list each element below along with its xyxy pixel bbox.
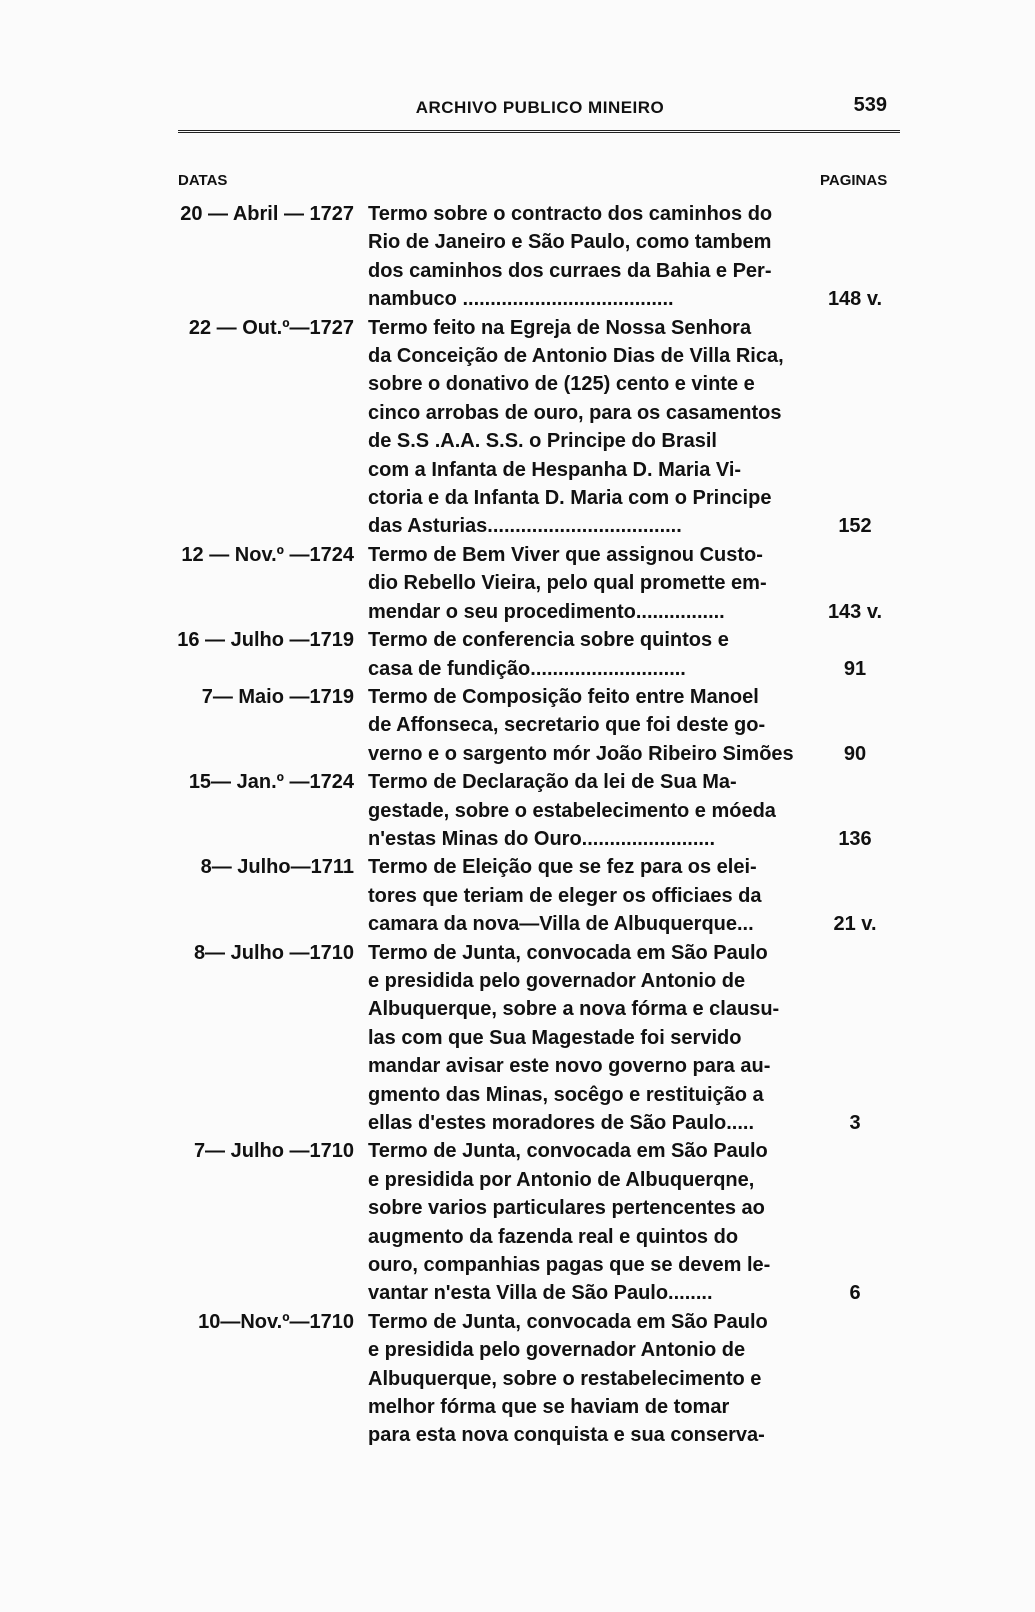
entry-date: 15— Jan.º —1724 <box>188 771 354 794</box>
description-line: Termo de Composição feito entre Manoel <box>368 685 759 708</box>
entry-date: 10—Nov.º—1710 <box>198 1310 354 1333</box>
entry-date: 16 — Julho —1719 <box>177 629 354 652</box>
description-line: sobre o donativo de (125) cento e vinte e <box>368 373 755 396</box>
entry-description <box>368 626 800 683</box>
description-line: Albuquerque, sobre o restabelecimento e <box>368 1367 762 1390</box>
entry-date: 12 — Nov.º —1724 <box>181 543 354 566</box>
description-line: e presidida pelo governador Antonio de <box>368 1339 746 1362</box>
description-line: e presidida pelo governador Antonio de <box>368 969 746 992</box>
description-line: Termo feito na Egreja de Nossa Senhora <box>368 316 752 339</box>
index-entry <box>170 939 910 1138</box>
description-line: ouro, companhias pagas que se devem le- <box>368 1254 771 1277</box>
description-line: das Asturias................................... <box>368 515 682 538</box>
entry-date: 22 — Out.º—1727 <box>188 316 354 339</box>
index-entry <box>170 1308 910 1450</box>
description-line: Rio de Janeiro e São Paulo, como tambem <box>368 231 772 254</box>
entry-page-reference: 90 <box>843 742 867 765</box>
index-entry <box>170 200 910 314</box>
description-line: ellas d'estes moradores de São Paulo..... <box>368 1112 755 1134</box>
entry-description <box>368 1137 800 1307</box>
entry-date: 8— Julho—1711 <box>200 856 354 879</box>
entry-date: 8— Julho —1710 <box>193 941 354 964</box>
description-line: e presidida por Antonio de Albuquerqne, <box>368 1168 755 1191</box>
description-line: Albuquerque, sobre a nova fórma e clausu- <box>368 998 780 1021</box>
entry-description <box>368 541 800 626</box>
description-line: de S.S .A.A. S.S. o Principe do Brasil <box>368 430 717 453</box>
entry-description <box>368 939 800 1138</box>
description-line: da Conceição de Antonio Dias de Villa Rica, <box>368 345 784 368</box>
description-line: Termo de Eleição que se fez para os elei- <box>368 856 757 879</box>
description-line: cinco arrobas de ouro, para os casamentos <box>368 401 782 424</box>
description-line: verno e o sargento mór João Ribeiro Simões <box>368 742 794 765</box>
entry-description <box>368 768 800 853</box>
entry-date: 7— Julho —1710 <box>193 1140 354 1163</box>
description-line: gmento das Minas, socêgo e restituição a <box>368 1083 764 1106</box>
index-entry <box>170 768 910 853</box>
index-entry <box>170 853 910 938</box>
entry-date: 7— Maio —1719 <box>201 685 354 708</box>
description-line: nambuco ...................................... <box>368 288 674 311</box>
entry-page-reference: 143 v. <box>827 600 883 623</box>
description-line: de Affonseca, secretario que foi deste go- <box>368 714 766 737</box>
description-line: casa de fundição............................ <box>368 657 686 680</box>
description-line: dio Rebello Vieira, pelo qual promette em- <box>368 572 767 595</box>
entry-page-reference: 6 <box>849 1282 861 1305</box>
index-entry <box>170 1137 910 1307</box>
description-line: Termo de Junta, convocada em São Paulo <box>368 1310 768 1333</box>
description-line: augmento da fazenda real e quintos do <box>368 1225 739 1248</box>
description-line: Termo de Declaração da lei de Sua Ma- <box>368 771 737 794</box>
description-line: Termo de conferencia sobre quintos e <box>368 629 729 652</box>
running-title: ARCHIVO PUBLICO MINEIRO <box>415 98 665 117</box>
description-line: mandar avisar este novo governo para au- <box>368 1055 771 1078</box>
entry-description <box>368 853 800 938</box>
entry-date: 20 — Abril — 1727 <box>180 203 354 225</box>
description-line: mendar o seu procedimento................ <box>368 600 725 623</box>
page-number: 539 <box>853 94 887 116</box>
index-entry <box>170 683 910 768</box>
description-line: vantar n'esta Villa de São Paulo........ <box>368 1282 713 1305</box>
description-line: camara da nova—Villa de Albuquerque... <box>368 913 754 936</box>
index-entry <box>170 626 910 683</box>
description-line: las com que Sua Magestade foi servido <box>368 1026 742 1049</box>
entry-page-reference: 21 v. <box>833 913 877 936</box>
description-line: Termo sobre o contracto dos caminhos do <box>368 203 773 225</box>
header-rule <box>178 130 900 133</box>
description-line: para esta nova conquista e sua conserva- <box>368 1424 765 1447</box>
index-entry <box>170 314 910 541</box>
index-entries <box>170 200 910 1450</box>
entry-description <box>368 1308 800 1450</box>
description-line: dos caminhos dos curraes da Bahia e Per- <box>368 259 772 282</box>
index-entry <box>170 541 910 626</box>
description-line: gestade, sobre o estabelecimento e móeda <box>368 799 776 822</box>
pages-column-heading: PAGINAS <box>820 172 888 189</box>
entry-page-reference: 148 v. <box>827 288 883 311</box>
description-line: Termo de Bem Viver que assignou Custo- <box>368 543 763 566</box>
entry-description <box>368 200 800 314</box>
description-line: melhor fórma que se haviam de tomar <box>368 1396 730 1419</box>
entry-description <box>368 683 800 768</box>
entry-page-reference: 136 <box>838 827 872 850</box>
dates-column-heading: DATAS <box>178 172 228 189</box>
description-line: ctoria e da Infanta D. Maria com o Principe <box>368 487 772 510</box>
entry-page-reference: 152 <box>838 515 872 538</box>
description-line: n'estas Minas do Ouro........................ <box>368 827 716 850</box>
description-line: com a Infanta de Hespanha D. Maria Vi- <box>368 458 742 481</box>
description-line: tores que teriam de eleger os officiaes da <box>368 884 762 907</box>
entry-page-reference: 91 <box>843 657 867 680</box>
description-line: Termo de Junta, convocada em São Paulo <box>368 1140 768 1163</box>
description-line: sobre varios particulares pertencentes ao <box>368 1197 765 1220</box>
entry-description <box>368 314 800 541</box>
entry-page-reference: 3 <box>849 1112 861 1134</box>
description-line: Termo de Junta, convocada em São Paulo <box>368 941 768 964</box>
